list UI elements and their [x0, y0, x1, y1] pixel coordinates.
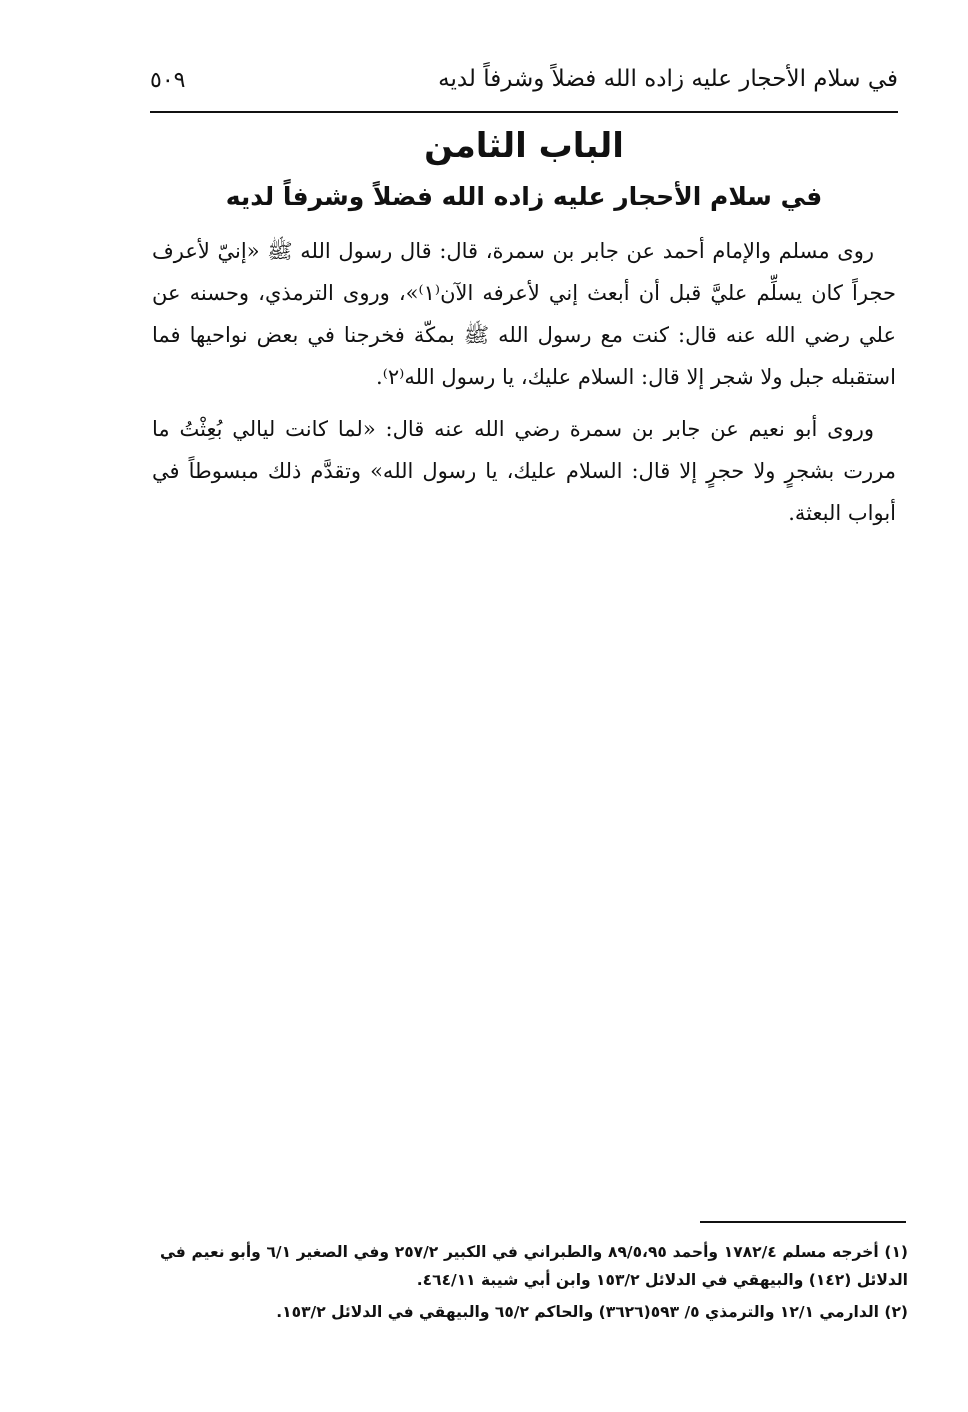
footnote-1: (١) أخرجه مسلم ١٧٨٢/٤ وأحمد ٨٩/٥،٩٥ والطبراني في الكبير ٢٥٧/٢ وفي الصغير ٦/١ وأبو نعيم في الدلائل (١٤٢) والبيهقي في الدلائل ١٥٣/٢ وابن أبي شيبة ٤٦٤/١١.	[160, 1243, 909, 1289]
running-title: في سلام الأحجار عليه زاده الله فضلاً وشرفاً لديه	[438, 66, 898, 92]
footnote-2: (٢) الدارمي ١٢/١ والترمذي ٥/ ٥٩٣(٣٦٢٦) والحاكم ٦٥/٢ والبيهقي في الدلائل ١٥٣/٢.	[276, 1303, 908, 1321]
running-header	[150, 66, 898, 106]
page-number: ٥٠٩	[150, 68, 186, 93]
header-rule	[150, 111, 898, 113]
footnote-rule	[700, 1221, 906, 1223]
footnotes	[160, 1238, 908, 1330]
chapter-subtitle: في سلام الأحجار عليه زاده الله فضلاً وشرفاً لديه	[225, 182, 823, 211]
paragraph-text: وروى أبو نعيم عن جابر بن سمرة رضي الله عنه قال: «لما كانت ليالي بُعِثْتُ ما مررت بشجرٍ ولا حجرٍ إلا قال: السلام عليك، يا رسول الله» وتقدَّم ذلك مبسوطاً في أبواب البعثة.	[152, 417, 896, 525]
paragraph-text: روى مسلم والإمام أحمد عن جابر بن سمرة، قال: قال رسول الله ﷺ «إنيّ لأعرف حجراً كان يسلِّم عليَّ قبل أن أبعث إني لأعرفه الآن⁽١⁾»، وروى الترمذي، وحسنه عن علي رضي الله عنه قال: كنت مع رسول الله ﷺ بمكّة فخرجنا في بعض نواحيها فما استقبله جبل ولا شجر إلا قال: السلام عليك، يا رسول الله⁽٢⁾.	[152, 239, 896, 389]
chapter-title: الباب الثامن	[424, 126, 624, 166]
body-paragraph-1	[152, 230, 896, 398]
body-paragraph-2	[152, 408, 896, 534]
